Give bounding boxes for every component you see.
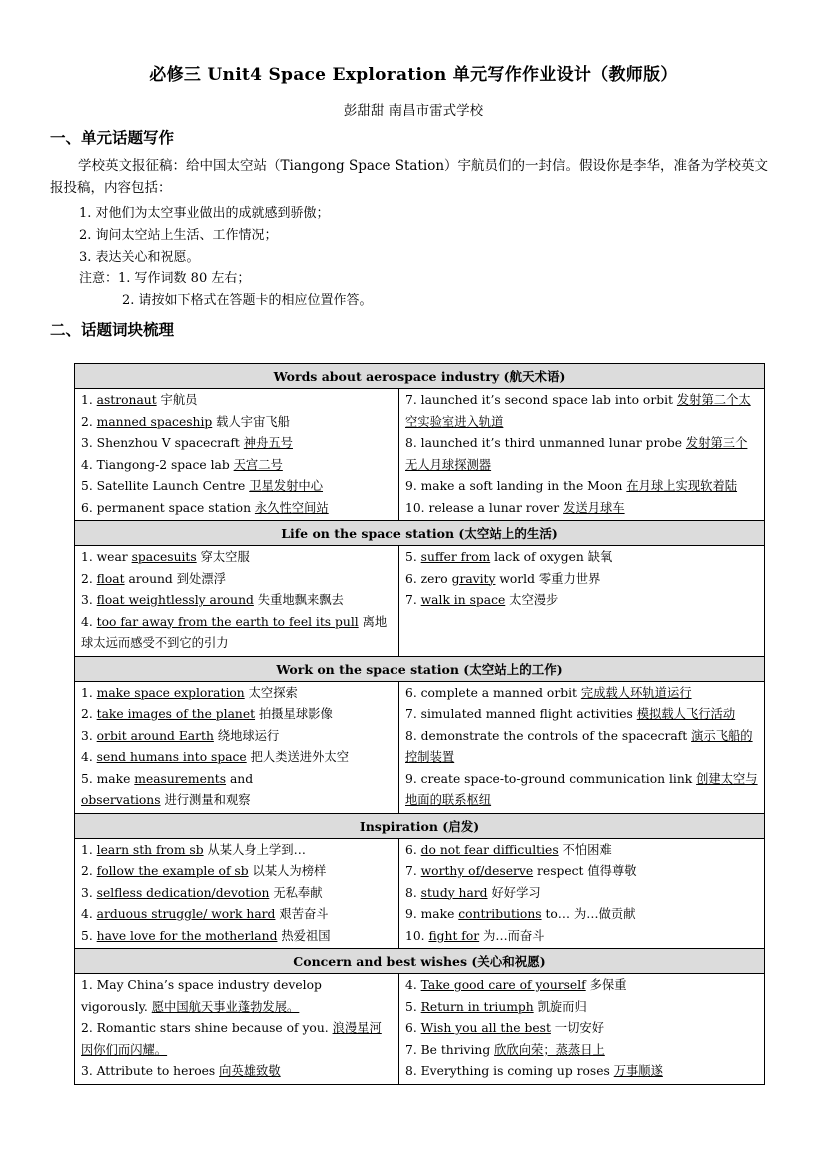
vocab-item <box>405 997 758 1019</box>
vocab-item <box>405 704 758 726</box>
vocab-text: 失重地飘来飘去 <box>253 593 344 607</box>
vocab-text: 8. <box>405 885 421 900</box>
vocab-text: to… 为…做贡献 <box>541 907 636 921</box>
vocab-text: 3. <box>81 885 97 900</box>
vocab-text: 7. <box>405 593 421 607</box>
vocab-text: 凯旋而归 <box>533 999 587 1014</box>
vocab-text: 绕地球运行 <box>213 728 280 743</box>
work-left-cell <box>75 681 399 813</box>
vocab-term-underlined: learn sth from sb <box>96 842 204 857</box>
vocab-text: 不怕困难 <box>558 842 612 857</box>
vocab-text: 3. <box>81 593 97 607</box>
vocab-text: 2. <box>81 864 97 878</box>
vocab-text: 1. wear <box>81 550 132 564</box>
wishes-header: Concern and best wishes (关心和祝愿) <box>75 949 765 974</box>
vocab-term-underlined: float weightlessly around <box>96 593 254 607</box>
vocab-text: 8. launched it’s third unmanned lunar probe <box>405 436 686 450</box>
vocab-item <box>405 1040 758 1062</box>
vocab-term-underlined: gravity <box>451 571 496 586</box>
vocab-term-underlined: measurements <box>134 771 227 786</box>
vocab-term-underlined: selfless dedication/devotion <box>96 885 270 900</box>
section1-point-1: 1. 对他们为太空事业做出的成就感到骄傲； <box>79 206 330 221</box>
vocab-item <box>81 1018 392 1061</box>
vocab-text: 艰苦奋斗 <box>275 907 329 921</box>
vocab-term-underlined: do not fear difficulties <box>420 842 559 857</box>
vocab-text: 6. <box>405 842 421 857</box>
author-line: 彭甜甜 南昌市雷式学校 <box>343 103 484 119</box>
inspiration-right-cell <box>399 838 765 949</box>
vocab-term-underlined: have love for the motherland <box>96 928 278 943</box>
section2-heading: 二、话题词块梳理 <box>50 320 175 339</box>
vocab-text: 从某人身上学到… <box>203 842 306 857</box>
vocab-item <box>405 926 758 948</box>
aerospace-left-cell <box>75 389 399 521</box>
vocab-text: 10. release a lunar rover <box>405 500 564 515</box>
work-right-cell <box>399 681 765 813</box>
vocab-term-underlined: 向英雄致敬 <box>219 1064 281 1078</box>
vocab-item <box>81 747 392 769</box>
vocab-term-underlined: 发射第三个无人月球探测器 <box>405 436 748 472</box>
inspiration-left-cell <box>75 838 399 949</box>
vocab-text: 6. <box>405 1021 421 1035</box>
vocab-text: and <box>226 771 254 786</box>
vocab-item <box>81 883 392 905</box>
vocab-item <box>405 861 758 883</box>
work-header: Work on the space station (太空站上的工作) <box>75 656 765 681</box>
vocab-item <box>81 704 392 726</box>
vocab-term-underlined: 神舟五号 <box>243 436 293 450</box>
vocab-text: 一切安好 <box>550 1021 604 1035</box>
vocab-text: 7. <box>405 864 421 878</box>
vocab-item <box>405 683 758 705</box>
vocab-item <box>405 590 758 612</box>
vocab-item <box>81 790 392 812</box>
vocab-text: 5. Satellite Launch Centre <box>81 479 250 493</box>
vocab-text: 5. <box>81 928 97 943</box>
vocab-item <box>405 547 758 569</box>
vocab-term-underlined: astronaut <box>96 393 157 407</box>
vocab-item <box>81 390 392 412</box>
vocab-term-underlined: 完成载人环轨道运行 <box>580 685 692 700</box>
vocab-term-underlined: arduous struggle/ work hard <box>96 907 276 921</box>
vocab-item <box>81 547 392 569</box>
vocab-text: 5. make <box>81 771 135 786</box>
vocab-item <box>81 726 392 748</box>
vocab-text: 6. permanent space station <box>81 500 255 515</box>
vocab-item <box>81 861 392 883</box>
section1-point-2: 2. 询问太空站上生活、工作情况； <box>79 228 278 243</box>
vocab-text: 2. <box>81 707 97 721</box>
vocab-item <box>81 455 392 477</box>
vocab-term-underlined: 欣欣向荣；蒸蒸日上 <box>494 1042 605 1057</box>
vocab-item <box>81 476 392 498</box>
vocab-text: 拍摄星球影像 <box>255 707 333 721</box>
vocab-term-underlined: make space exploration <box>96 685 245 700</box>
vocab-item <box>405 390 758 433</box>
vocab-item <box>405 883 758 905</box>
vocab-item <box>81 926 392 948</box>
vocab-text: 10. <box>405 928 429 943</box>
vocab-text: 5. <box>405 550 421 564</box>
vocab-term-underlined: take images of the planet <box>96 707 256 721</box>
vocab-item <box>81 840 392 862</box>
vocab-text: 太空漫步 <box>505 593 559 607</box>
vocab-term-underlined: suffer from <box>420 550 491 564</box>
vocab-text: 2. <box>81 571 97 586</box>
vocab-term-underlined: walk in space <box>420 593 506 607</box>
vocab-item <box>405 975 758 997</box>
aerospace-header: Words about aerospace industry (航天术语) <box>75 364 765 389</box>
wishes-right-cell <box>399 974 765 1085</box>
vocab-text: 多保重 <box>585 978 627 992</box>
vocab-text: 4. <box>81 614 97 629</box>
vocab-term-underlined: orbit around Earth <box>96 728 214 743</box>
vocab-item <box>405 498 758 520</box>
vocab-text: 4. <box>81 907 97 921</box>
vocab-item <box>405 769 758 812</box>
vocab-text: 9. make <box>405 907 459 921</box>
vocab-term-underlined: fight for <box>428 928 480 943</box>
vocab-item <box>81 975 392 1018</box>
wishes-left-cell <box>75 974 399 1085</box>
vocab-text: 载人宇宙飞船 <box>212 414 290 429</box>
vocab-text: 5. <box>405 999 421 1014</box>
vocab-term-underlined: 万事顺遂 <box>613 1064 663 1078</box>
vocab-term-underlined: follow the example of sb <box>96 864 249 878</box>
vocab-term-underlined: 愿中国航天事业蓬勃发展。 <box>151 999 300 1014</box>
vocab-item <box>405 840 758 862</box>
vocab-item <box>405 433 758 476</box>
vocab-text: 1. May China’s space industry develop vigorously. <box>81 978 322 1014</box>
vocab-text: 离地球太远而感受不到它的引力 <box>81 614 388 650</box>
section1-intro: 学校英文报征稿：给中国太空站（Tiangong Space Station）宇航员们的一封信。假设你是李华，准备为学校英文报投稿，内容包括： <box>50 158 769 196</box>
vocab-term-underlined: contributions <box>458 907 542 921</box>
vocab-item <box>81 569 392 591</box>
vocab-text: 7. simulated manned flight activities <box>405 707 637 721</box>
vocab-text: 8. Everything is coming up roses <box>405 1064 614 1078</box>
vocab-term-underlined: 模拟载人飞行活动 <box>636 707 736 721</box>
life-header: Life on the space station (太空站上的生活) <box>75 521 765 546</box>
vocab-term-underlined: 在月球上实现软着陆 <box>626 479 738 493</box>
vocab-term-underlined: Wish you all the best <box>420 1021 551 1035</box>
section1-note-1: 注意：1. 写作词数 80 左右； <box>79 271 251 286</box>
vocab-text: 7. launched it’s second space lab into orbit <box>405 393 677 407</box>
vocab-item <box>81 1061 392 1083</box>
vocab-item <box>405 569 758 591</box>
vocab-text: 9. make a soft landing in the Moon <box>405 479 627 493</box>
vocab-term-underlined: Take good care of yourself <box>420 978 586 992</box>
vocab-item <box>405 726 758 769</box>
vocab-text: 3. Shenzhou V spacecraft <box>81 436 244 450</box>
vocab-text: 2. <box>81 414 97 429</box>
vocab-item <box>81 412 392 434</box>
vocab-term-underlined: 浪漫星河因你们而闪耀。 <box>81 1021 382 1057</box>
vocab-term-underlined: 创建太空与地面的联系枢纽 <box>405 771 758 807</box>
vocab-text: 3. Attribute to heroes <box>81 1064 220 1078</box>
vocab-item <box>405 904 758 926</box>
vocab-text: 1. <box>81 842 97 857</box>
vocab-text: 6. complete a manned orbit <box>405 685 581 700</box>
vocab-text: 热爱祖国 <box>277 928 331 943</box>
vocab-term-underlined: too far away from the earth to feel its pull <box>96 614 359 629</box>
vocab-text: 6. zero <box>405 571 452 586</box>
vocab-text: 1. <box>81 685 97 700</box>
vocab-term-underlined: 卫星发射中心 <box>249 479 324 493</box>
vocab-term-underlined: Return in triumph <box>420 999 534 1014</box>
vocab-item <box>405 476 758 498</box>
vocab-item <box>81 683 392 705</box>
vocab-item <box>81 769 392 791</box>
vocab-text: 进行测量和观察 <box>160 793 251 807</box>
vocab-text: 4. Tiangong-2 space lab <box>81 457 234 472</box>
vocab-term-underlined: 永久性空间站 <box>254 500 329 515</box>
vocab-text: around 到处漂浮 <box>124 571 226 586</box>
vocab-text: 为…而奋斗 <box>479 928 545 943</box>
vocab-text: 4. <box>81 750 97 764</box>
vocab-text: 好好学习 <box>487 885 541 900</box>
vocab-term-underlined: 演示飞船的控制装置 <box>405 728 753 764</box>
vocab-term-underlined: send humans into space <box>96 750 247 764</box>
vocab-item <box>81 590 392 612</box>
vocab-term-underlined: manned spaceship <box>96 414 213 429</box>
aerospace-right-cell <box>399 389 765 521</box>
vocab-term-underlined: study hard <box>420 885 488 900</box>
vocab-item <box>81 433 392 455</box>
document-title: 必修三 Unit4 Space Exploration 单元写作作业设计（教师版） <box>149 65 678 85</box>
vocab-text: 以某人为榜样 <box>248 864 327 878</box>
vocab-term-underlined: 发射第二个太空实验室进入轨道 <box>405 393 751 429</box>
vocab-term-underlined: 发送月球车 <box>563 500 625 515</box>
vocab-text: respect 值得尊敬 <box>533 864 637 878</box>
section1-note-2: 2. 请按如下格式在答题卡的相应位置作答。 <box>122 293 373 308</box>
vocab-text: 宇航员 <box>156 393 198 407</box>
vocab-item <box>81 612 392 655</box>
vocab-term-underlined: 天宫二号 <box>233 457 283 472</box>
vocab-text: 3. <box>81 728 97 743</box>
life-right-cell <box>399 546 765 657</box>
vocab-item <box>405 1061 758 1083</box>
vocab-text: 1. <box>81 393 97 407</box>
vocab-item <box>81 498 392 520</box>
vocab-text: 8. demonstrate the controls of the spacecraft <box>405 728 692 743</box>
vocab-term-underlined: worthy of/deserve <box>420 864 534 878</box>
vocabulary-table <box>74 363 765 1085</box>
vocab-text: 太空探索 <box>244 685 298 700</box>
vocab-term-underlined: observations <box>81 793 161 807</box>
vocab-text: 穿太空服 <box>196 550 250 564</box>
vocab-text: 2. Romantic stars shine because of you. <box>81 1021 333 1035</box>
vocab-text: lack of oxygen 缺氧 <box>490 550 613 564</box>
vocab-text: 7. Be thriving <box>405 1042 495 1057</box>
vocab-text: 4. <box>405 978 421 992</box>
vocab-item <box>405 1018 758 1040</box>
vocab-item <box>81 904 392 926</box>
vocab-term-underlined: float <box>96 571 125 586</box>
vocab-text: 无私奉献 <box>269 885 323 900</box>
vocab-term-underlined: spacesuits <box>131 550 197 564</box>
vocab-text: world 零重力世界 <box>495 571 601 586</box>
section1-heading: 一、单元话题写作 <box>50 128 175 147</box>
section1-point-3: 3. 表达关心和祝愿。 <box>79 250 200 265</box>
vocab-text: 把人类送进外太空 <box>246 750 349 764</box>
vocab-text: 9. create space-to-ground communication link <box>405 771 697 786</box>
inspiration-header: Inspiration (启发) <box>75 813 765 838</box>
life-left-cell <box>75 546 399 657</box>
